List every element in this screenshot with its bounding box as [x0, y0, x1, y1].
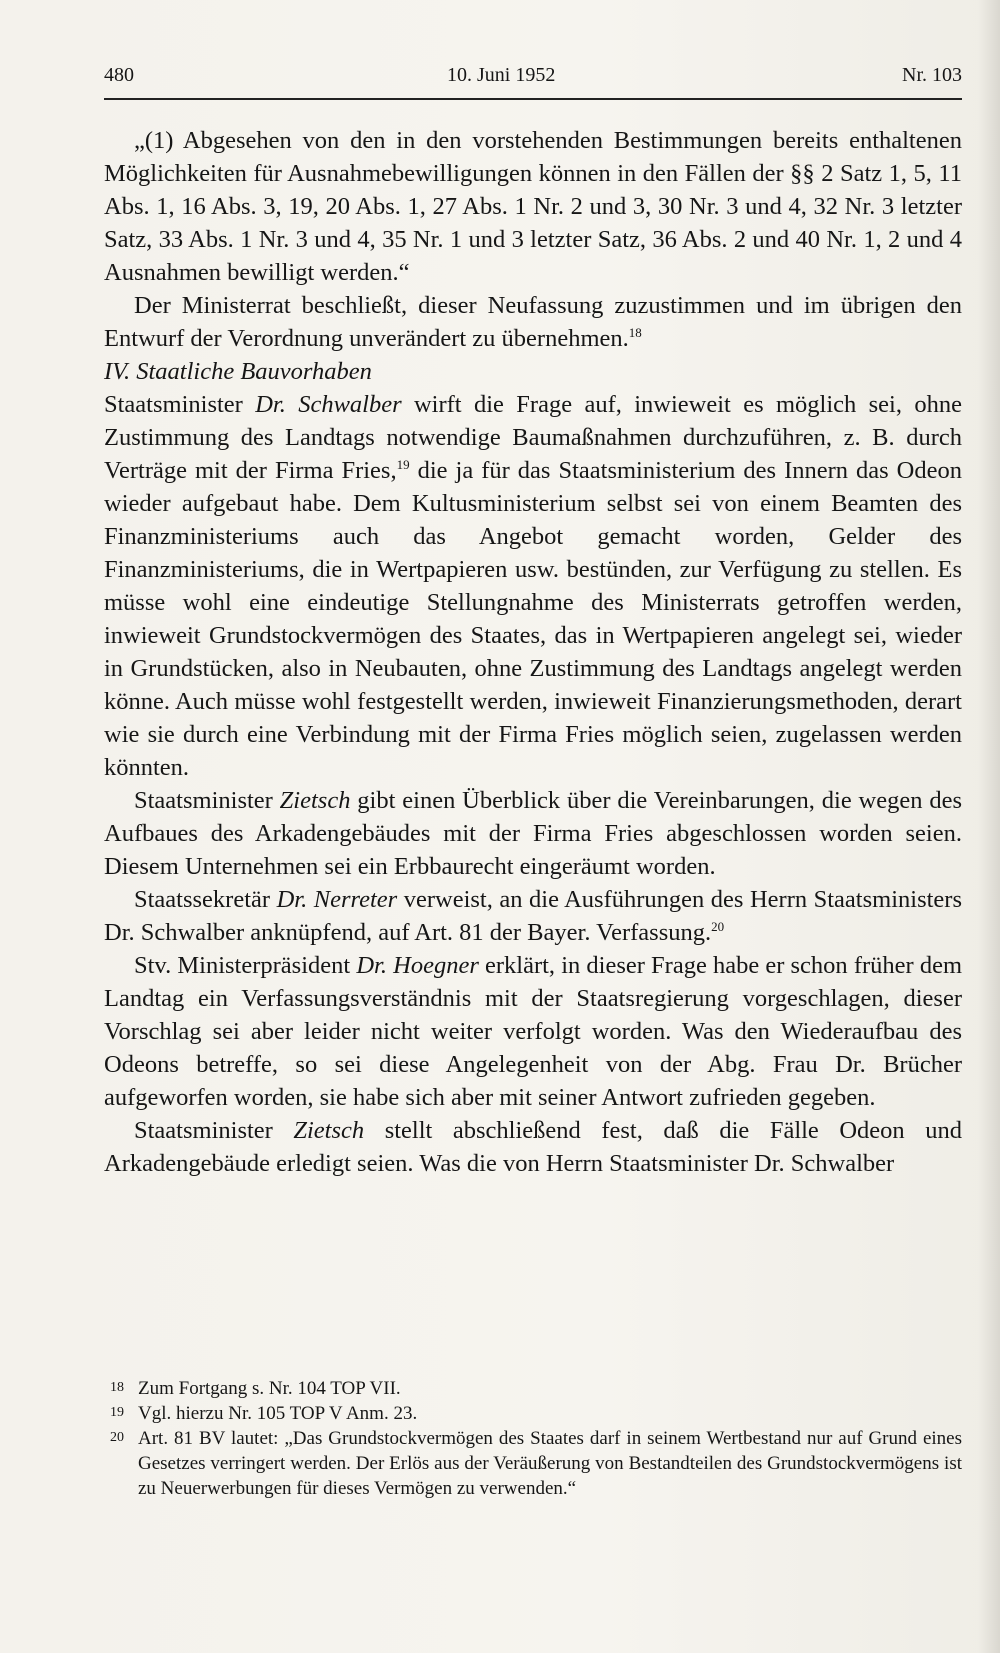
- paragraph-quote: „(1) Abgesehen von den in den vorstehenden Bestimmungen bereits enthaltenen Möglichkeiten für Ausnahmebewilligungen können in den Fällen der §§ 2 Satz 1, 5, 11 Abs. 1, 16 Abs. 3, 19, 20 Abs. 1, 27 Abs. 1 Nr. 2 und 3, 30 Nr. 3 und 4, 32 Nr. 3 letzter Satz, 33 Abs. 1 Nr. 3 und 4, 35 Nr. 1 und 3 letzter Satz, 36 Abs. 2 und 40 Nr. 1, 2 und 4 Ausnahmen bewilligt werden.“: [104, 127, 962, 286]
- speaker-name: Zietsch: [293, 1117, 365, 1144]
- footnote-number: 18: [110, 1380, 124, 1395]
- footnote-number: 20: [110, 1430, 124, 1445]
- speaker-name: Dr. Schwalber: [255, 391, 402, 418]
- issue-number: Nr. 103: [902, 64, 962, 86]
- footnote: [104, 1401, 962, 1426]
- footnote-text: Zum Fortgang s. Nr. 104 TOP VII.: [138, 1378, 401, 1399]
- paragraph-schwalber: [104, 388, 962, 784]
- page-edge-shadow: [978, 0, 1000, 1653]
- header-rule: [104, 98, 962, 100]
- main-text: [104, 124, 962, 1180]
- footnote-ref-19: 19: [396, 457, 410, 472]
- paragraph-text: Staatssekretär: [134, 886, 277, 913]
- paragraph-text: erklärt, in dieser Frage habe er schon früher dem Landtag ein Verfassungsverständnis mit der Staatsregierung vorgeschlagen, dieser Vorschlag sei aber leider nicht weiter verfolgt worden. Was den Wiederaufbau des Odeons betreffe, so sei diese Angelegenheit von der Abg. Frau Dr. Brücher aufgeworfen worden, sie habe sich aber mit seiner Antwort zufrieden gegeben.: [104, 952, 963, 1111]
- footnote-number: 19: [110, 1405, 124, 1420]
- paragraph-text: gibt einen Überblick über die Vereinbarungen, die wegen des Aufbaues des Arkadengebäudes mit der Firma Fries abgeschlossen worden seien. Diesem Unternehmen sei ein Erbbaurecht eingeräumt worden.: [104, 787, 962, 880]
- footnote-ref-20: 20: [711, 919, 725, 934]
- paragraph-text: Der Ministerrat beschließt, dieser Neufassung zuzustimmen und im übrigen den Entwurf der Verordnung unverändert zu übernehmen.: [104, 292, 962, 352]
- footnote: [104, 1376, 962, 1401]
- running-header: [104, 64, 962, 94]
- speaker-name: Dr. Nerreter: [276, 886, 398, 913]
- section-heading: IV. Staatliche Bauvorhaben: [104, 358, 372, 385]
- speaker-name: Dr. Hoegner: [356, 952, 479, 979]
- header-date: 10. Juni 1952: [447, 64, 556, 86]
- paragraph-zietsch-2: [104, 1114, 962, 1180]
- paragraph-zietsch-1: [104, 784, 962, 883]
- paragraph-hoegner: [104, 949, 962, 1114]
- page-number: 480: [104, 64, 134, 86]
- footnote: [104, 1426, 962, 1501]
- paragraph-text: verweist, an die Ausführungen des Herrn Staatsministers Dr. Schwalber anknüpfend, auf Art. 81 der Bayer. Verfassung.: [104, 886, 962, 946]
- paragraph-text: Staatsminister: [104, 391, 256, 418]
- footnote-text: Vgl. hierzu Nr. 105 TOP V Anm. 23.: [138, 1403, 418, 1424]
- paragraph-text: Staatsminister: [134, 787, 280, 814]
- paragraph-text: Stv. Ministerpräsident: [134, 952, 357, 979]
- footnote-ref-18: 18: [628, 325, 642, 340]
- paragraph-text: die ja für das Staatsministerium des Innern das Odeon wieder aufgebaut habe. Dem Kultusministerium selbst sei von einem Beamten des Finanzministeriums auch das Angebot gemacht worden, Gelder des Finanzministeriums, die in Wertpapieren usw. bestünden, zur Verfügung zu stellen. Es müsse wohl eine eindeutige Stellungnahme des Ministerrats getroffen werden, inwieweit Grundstockvermögen des Staates, das in Wertpapieren angelegt sei, wieder in Grundstücken, also in Neubauten, ohne Zustimmung des Landtags angelegt werden könne. Auch müsse wohl festgestellt werden, inwieweit Finanzierungsmethoden, derart wie sie durch eine Verbindung mit der Firma Fries möglich seien, zugelassen werden könnten.: [104, 457, 962, 781]
- footnotes: [104, 1376, 962, 1501]
- speaker-name: Zietsch: [279, 787, 351, 814]
- paragraph-text: stellt abschließend fest, daß die Fälle Odeon und Arkadengebäude erledigt seien. Was die von Herrn Staatsminister Dr. Schwalber: [104, 1117, 962, 1177]
- paragraph-text: wirft die Frage auf, inwieweit es möglich sei, ohne Zustimmung des Landtags notwendige Baumaßnahmen durchzuführen, z. B. durch Verträge mit der Firma Fries,: [104, 391, 962, 484]
- paragraph-text: Staatsminister: [134, 1117, 294, 1144]
- paragraph-nerreter: [104, 883, 962, 949]
- footnote-text: Art. 81 BV lautet: „Das Grundstockvermögen des Staates darf in seinem Wertbestand nur auf Grund eines Gesetzes verringert werden. Der Erlös aus der Veräußerung von Bestandteilen des Grundstockvermögens ist zu Neuerwerbungen für dieses Vermögen zu verwenden.“: [138, 1428, 962, 1499]
- paragraph-decision: [104, 289, 962, 355]
